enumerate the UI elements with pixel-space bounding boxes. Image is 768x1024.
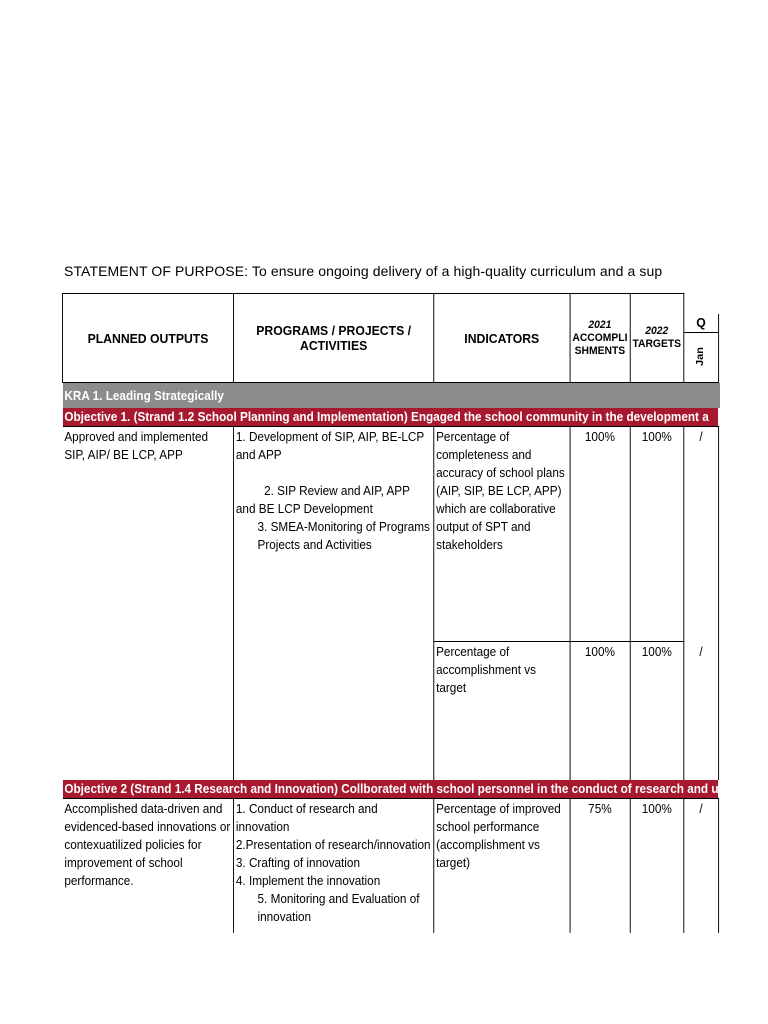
table-row [62,799,720,934]
objective-2-label: Objective 2 (Strand 1.4 Research and Innovation) Collborated with school personnel in the conduct of research and u [62,780,718,799]
indicator-cell: Percentage of accomplishment vs target [434,642,570,781]
header-accomplishments [570,294,630,383]
header-blank [719,314,721,383]
jan-mark: / [684,799,719,934]
target-cell: 100% [630,427,683,642]
program-item: 3. SMEA-Monitoring of Programs Projects and Activities [257,520,430,552]
objective-1-label: Objective 1. (Strand 1.2 School Planning and Implementation) Engaged the school community in the development a [62,408,718,427]
header-spacer [684,294,721,314]
objective-row-2 [62,780,720,799]
header-targets [630,294,683,383]
jan-mark: / [684,642,719,781]
program-item: 2. SIP Review and AIP, APP and BE LCP Development [235,484,410,516]
statement-of-purpose: STATEMENT OF PURPOSE: To ensure ongoing delivery of a high-quality curriculum and a sup [64,263,663,279]
indicator-cell: Percentage of improved school performance (accomplishment vs target) [434,799,570,934]
header-month-cell [684,314,719,383]
header-tgt-label: TARGETS [632,338,682,350]
header-acc-year: 2021 [588,318,612,331]
planned-output-cell: Accomplished data-driven and evidenced-based innovations or contexuatilized policies for improvement of school performance. [62,799,233,934]
programs-cell [234,799,434,934]
program-item: 4. Implement the innovation [235,874,381,888]
programs-cell [234,427,434,781]
program-item: 2.Presentation of research/innovation [235,838,431,852]
table-row [62,427,720,642]
kra-label: KRA 1. Leading Strategically [62,383,720,409]
planned-output-cell: Approved and implemented SIP, AIP/ BE LCP, APP [62,427,233,781]
program-item: 1. Development of SIP, AIP, BE-LCP and APP [235,430,425,462]
header-quarter: Q [684,314,718,333]
program-item: 1. Conduct of research and innovation [235,802,378,834]
header-indicators: INDICATORS [434,294,570,383]
target-cell: 100% [630,799,683,934]
kra-row [62,383,720,409]
header-month-jan: Jan [694,347,707,367]
accomplishment-cell: 75% [570,799,630,934]
program-item: 3. Crafting of innovation [235,856,360,870]
indicator-cell: Percentage of completeness and accuracy of school plans (AIP, SIP, BE LCP, APP) which are collaborative output of SPT and stakeholders [434,427,570,642]
plan-table [62,293,720,933]
header-planned-outputs: PLANNED OUTPUTS [62,294,233,383]
operations-plan-table [62,293,762,933]
objective-row-1 [62,408,720,427]
target-cell: 100% [630,642,683,781]
accomplishment-cell: 100% [570,427,630,642]
jan-mark: / [684,427,719,642]
header-tgt-year: 2022 [645,325,669,337]
header-programs: PROGRAMS / PROJECTS / ACTIVITIES [234,294,434,383]
accomplishment-cell: 100% [570,642,630,781]
header-acc-label: ACCOMPLI SHMENTS [572,331,628,357]
program-item: 5. Monitoring and Evaluation of innovation [257,892,420,924]
